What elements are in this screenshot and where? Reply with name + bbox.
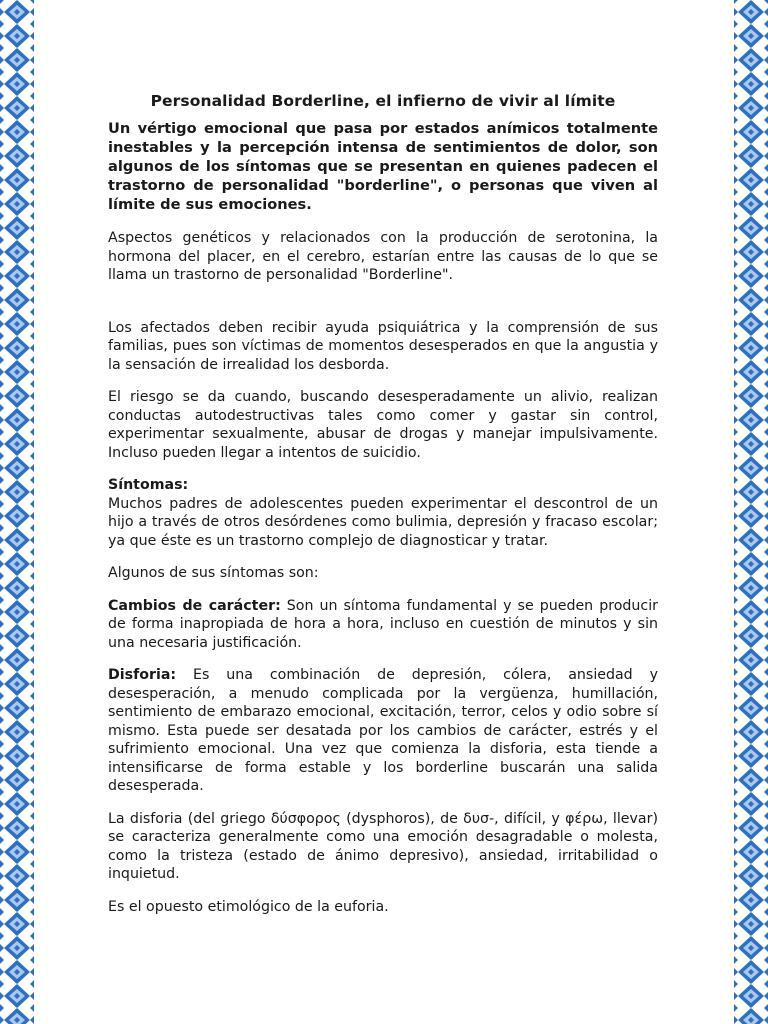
paragraph-disforia-definition: La disforia (del griego δύσφορος (dysphoros), de δυσ-, difícil, y φέρω, llevar) se caracteriza generalmente como una emoción desagradable o molesta, como la tristeza (estado de ánimo depresivo), ansiedad, irritabilidad o inquietud. [108, 810, 658, 882]
decorative-border-right [734, 0, 768, 1024]
document-title: Personalidad Borderline, el infierno de vivir al límite [150, 92, 616, 110]
paragraph-opposite: Es el opuesto etimológico de la euforia. [108, 898, 389, 915]
cambios-text: Son un síntoma fundamental y se pueden producir de forma inapropiada de hora a hora, incluso en cuestión de minutos y sin una necesaria justificación. [108, 597, 658, 651]
diamond-pattern-right [734, 0, 768, 1024]
lead-paragraph: Un vértigo emocional que pasa por estados anímicos totalmente inestables y la percepción intensa de sentimientos de dolor, son algunos de los síntomas que se presentan en quienes padecen el trastorno de personalidad "borderline", o personas que viven al límite de sus emociones. [108, 120, 658, 213]
paragraph-disforia [108, 666, 658, 796]
disforia-label: Disforia: [108, 667, 177, 683]
decorative-border-left [0, 0, 34, 1024]
paragraph-some-symptoms: Algunos de sus síntomas son: [108, 565, 319, 581]
section-symptoms [108, 476, 658, 550]
diamond-pattern-left [0, 0, 34, 1024]
paragraph-cambios [108, 597, 658, 653]
paragraph-risk: El riesgo se da cuando, buscando desesperadamente un alivio, realizan conductas autodestructivas tales como comer y gastar sin control, experimentar sexualmente, abusar de drogas y manejar impulsivamente. Incluso pueden llegar a intentos de suicidio. [108, 389, 658, 461]
document-body [108, 92, 658, 930]
symptoms-text: Muchos padres de adolescentes pueden experimentar el descontrol de un hijo a través de otros desórdenes como bulimia, depresión y fracaso escolar; ya que éste es un trastorno complejo de diagnosticar y tratar. [108, 495, 658, 549]
paragraph-causes: Aspectos genéticos y relacionados con la producción de serotonina, la hormona del placer, en el cerebro, estarían entre las causas de lo que se llama un trastorno de personalidad "Borderline". [108, 230, 658, 283]
paragraph-help: Los afectados deben recibir ayuda psiquiátrica y la comprensión de sus familias, pues son víctimas de momentos desesperados en que la angustia y la sensación de irrealidad los desborda. [108, 319, 658, 373]
cambios-label: Cambios de carácter: [108, 597, 281, 614]
disforia-text: Es una combinación de depresión, cólera, ansiedad y desesperación, a menudo complicada por la vergüenza, humillación, sentimiento de embarazo emocional, excitación, terror, celos y odio sobre sí mismo. Esta puede ser desatada por los cambios de carácter, estrés y el sufrimiento emocional. Una vez que comienza la disforia, esta tiende a intensificarse de forma estable y los borderline buscarán una salida desesperada. [108, 667, 658, 794]
symptoms-heading: Síntomas: [108, 477, 189, 493]
